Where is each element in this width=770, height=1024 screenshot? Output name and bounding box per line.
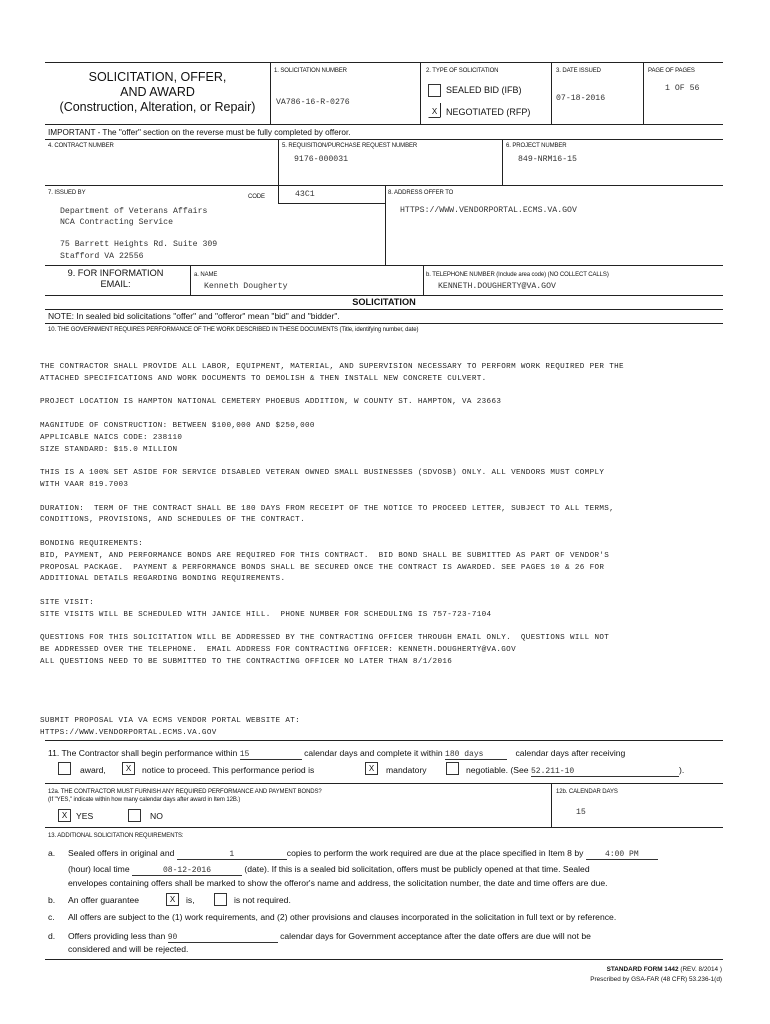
requisition-label: 5. REQUISITION/PURCHASE REQUEST NUMBER: [282, 143, 418, 149]
negotiable-checkbox[interactable]: [446, 762, 459, 775]
date-issued-label: 3. DATE ISSUED: [556, 68, 601, 74]
guarantee-not-label: is not required.: [234, 895, 291, 905]
divider: [551, 783, 552, 827]
item-11-text: 11. The Contractor shall begin performance within: [48, 748, 238, 758]
calendar-days-value: 15: [576, 808, 586, 817]
divider: [420, 62, 421, 124]
divider: [502, 139, 503, 185]
item-13b-letter: b.: [48, 895, 56, 905]
solicitation-number-label: 1. SOLICITATION NUMBER: [274, 68, 347, 74]
item-13a-letter: a.: [48, 848, 56, 858]
address-line: NCA Contracting Service: [60, 218, 174, 228]
rule: [45, 323, 723, 324]
divider: [278, 139, 279, 185]
bonds-yes-label: YES: [76, 811, 94, 821]
rule: [45, 124, 723, 125]
item-13d-text: Offers providing less than: [68, 931, 166, 941]
item-13-label: 13. ADDITIONAL SOLICITATION REQUIREMENTS:: [48, 833, 184, 839]
form-number: [607, 966, 722, 973]
rule: [45, 309, 723, 310]
item-13a-line3: envelopes containing offers shall be marked to show the offeror's name and address, the solicitation number, the date and time offers are due.: [68, 878, 608, 888]
issued-by-address: [60, 206, 217, 262]
divider: [270, 62, 271, 124]
address-line: Stafford VA 22556: [60, 251, 144, 261]
requisition-number: 9176-000031: [294, 155, 349, 164]
rule: [45, 827, 723, 828]
divider: [643, 62, 644, 124]
form-bottom-border: [45, 959, 723, 960]
copies-field[interactable]: 1: [177, 850, 287, 860]
work-description: THE CONTRACTOR SHALL PROVIDE ALL LABOR, EQUIPMENT, MATERIAL, AND SUPERVISION NECESSARY TO PERFORM WORK REQUIRED PER THE ATTACHED SPECIFICATIONS AND WORK DOCUMENTS TO DEMOLISH & THEN INSTALL NEW CONCRETE CULVERT. PROJECT LOCATION IS HAMPTON NATIONAL CEMETERY PHOEBUS ADDITION, W COUNTY ST. HAMPTON, VA 23663 MAGNITUDE OF CONSTRUCTION: BETWEEN $100,000 AND $250,000 APPLICABLE NAICS CODE: 238110 SIZE STANDARD: $15.0 MILLION THIS IS A 100% SET ASIDE FOR SERVICE DISABLED VETERAN OWNED SMALL BUSINESSES (SDVOSB) ONLY. ALL VENDORS MUST COMPLY WITH VAAR 819.7003 DURATION: TERM OF THE CONTRACT SHALL BE 180 DAYS FROM RECEIPT OF THE NOTICE TO PROCEED LETTER, SUBJECT TO ALL TERMS, CONDITIONS, PROVISIONS, AND SCHEDULES OF THE CONTRACT. BONDING REQUIREMENTS: BID, PAYMENT, AND PERFORMANCE BONDS ARE REQUIRED FOR THIS CONTRACT. BID BOND SHALL BE SUBMITTED AS PART OF VENDOR'S PROPOSAL PACKAGE. PAYMENT & PERFORMANCE BONDS SHALL BE SECURED ONCE THE CONTRACT IS AWARDED. SEE PAGES 10 & 26 FOR ADDITIONAL DETAILS REGARDING BONDING REQUIREMENTS. SITE VISIT: SITE VISITS WILL BE SCHEDULED WITH JANICE HILL. PHONE NUMBER FOR SCHEDULING IS 757-723-7104 QUESTIONS FOR THIS SOLICITATION WILL BE ADDRESSED BY THE CONTRACTING OFFICER THROUGH EMAIL ONLY. QUESTIONS WILL NOT BE ADDRESSED OVER THE TELEPHONE. EMAIL ADDRESS FOR CONTRACTING OFFICER: KENNETH.DOUGHERTY@VA.GOV ALL QUESTIONS NEED TO BE SUBMITTED TO THE CONTRACTING OFFICER NO LATER THAN 8/1/2016 SUBMIT PROPOSAL VIA VA ECMS VENDOR PORTAL WEBSITE AT: HTTPS://WWW.VENDORPORTAL.ECMS.VA.GOV: [40, 363, 624, 737]
solicitation-number: VA786-16-R-0276: [276, 98, 350, 107]
rule: [278, 203, 385, 204]
rule: [45, 783, 723, 784]
sealed-bid-label: SEALED BID (IFB): [446, 85, 522, 95]
negotiated-checkbox[interactable]: X: [428, 105, 441, 118]
acceptance-days-field[interactable]: 90: [168, 933, 278, 943]
bonds-no-label: NO: [150, 811, 163, 821]
page-of-pages: 1 OF 56: [665, 84, 700, 93]
address-line: 75 Barrett Heights Rd. Suite 309: [60, 240, 218, 250]
code-label: CODE: [248, 194, 265, 200]
item-13c-letter: c.: [48, 912, 55, 922]
sealed-bid-checkbox[interactable]: [428, 84, 441, 97]
date-issued: 07-18-2016: [556, 94, 606, 103]
phone-label: b. TELEPHONE NUMBER (Include area code) (NO COLLECT CALLS): [426, 272, 609, 278]
address-line: Department of Veterans Affairs: [60, 207, 208, 216]
for-information-label: [48, 268, 183, 290]
project-number: 849-NRM16-15: [518, 155, 577, 164]
bonds-yes-checkbox[interactable]: X: [58, 809, 71, 822]
item-13d-line1: [68, 931, 591, 943]
form-number-bold: STANDARD FORM 1442: [606, 966, 679, 973]
negotiated-label: NEGOTIATED (RFP): [446, 107, 531, 117]
title-line: AND AWARD: [120, 85, 195, 99]
contact-email: KENNETH.DOUGHERTY@VA.GOV: [438, 282, 556, 291]
item-10-label: 10. THE GOVERNMENT REQUIRES PERFORMANCE OF THE WORK DESCRIBED IN THESE DOCUMENTS (Title, identifying number, date): [48, 327, 419, 333]
guarantee-is-checkbox[interactable]: X: [166, 893, 179, 906]
rule: [45, 295, 723, 296]
award-label: award,: [80, 765, 106, 775]
item-13c-text: All offers are subject to the (1) work requirements, and (2) other provisions and clauses incorporated in the solicitation in full text or by reference.: [68, 912, 617, 922]
guarantee-not-checkbox[interactable]: [214, 893, 227, 906]
item-13d-line2: considered and will be rejected.: [68, 944, 189, 954]
page-of-pages-label: PAGE OF PAGES: [648, 68, 695, 74]
notice-to-proceed-checkbox[interactable]: X: [122, 762, 135, 775]
divider: [385, 185, 386, 265]
type-of-solicitation-label: 2. TYPE OF SOLICITATION: [426, 68, 499, 74]
item-12a-sub: (If "YES," indicate within how many calendar days after award in Item 12B.): [48, 797, 241, 803]
mandatory-checkbox[interactable]: X: [365, 762, 378, 775]
prescribed-by: Prescribed by GSA-FAR (48 CFR) 53.236-1(d): [590, 976, 722, 983]
sealed-bid-note: NOTE: In sealed bid solicitations "offer" and "offeror" mean "bid" and "bidder".: [48, 311, 340, 321]
title-line: SOLICITATION, OFFER,: [88, 70, 227, 84]
solicitation-heading: SOLICITATION: [352, 297, 416, 307]
form-revision: (REV. 8/2014 ): [680, 966, 722, 973]
notice-to-proceed-label: notice to proceed. This performance period is: [142, 765, 315, 775]
item-11-line1: [48, 748, 625, 760]
rule: [45, 139, 723, 140]
issued-by-label: 7. ISSUED BY: [48, 190, 86, 196]
info-label-line: 9. FOR INFORMATION: [67, 268, 164, 278]
item-13a-text: Sealed offers in original and: [68, 848, 175, 858]
rule: [45, 265, 723, 266]
item-13a-line1: [68, 848, 658, 860]
guarantee-is-label: is,: [186, 895, 195, 905]
divider: [551, 62, 552, 124]
item-11-text: calendar days after receiving: [515, 748, 626, 758]
contract-number-label: 4. CONTRACT NUMBER: [48, 143, 114, 149]
address-offer-label: 8. ADDRESS OFFER TO: [388, 190, 454, 196]
important-note: IMPORTANT - The "offer" section on the reverse must be fully completed by offeror.: [48, 128, 351, 137]
divider: [278, 185, 279, 203]
form-title: [45, 70, 270, 115]
name-label: a. NAME: [194, 272, 218, 278]
mandatory-label: mandatory: [386, 765, 427, 775]
rule: [45, 740, 723, 741]
item-13a-text: (date). If this is a sealed bid solicitation, offers must be publicly opened at that time. Sealed: [244, 864, 590, 874]
negotiable-line: [466, 765, 684, 777]
item-13d-text: calendar days for Government acceptance after the date offers are due will not be: [280, 931, 591, 941]
see-clause-field[interactable]: 52.211-10: [531, 767, 679, 777]
item-12a-label: 12a. THE CONTRACTOR MUST FURNISH ANY REQUIRED PERFORMANCE AND PAYMENT BONDS?: [48, 789, 322, 795]
begin-days-field[interactable]: 15: [240, 750, 302, 760]
negotiable-label: negotiable. (See: [466, 765, 529, 775]
bonds-no-checkbox[interactable]: [128, 809, 141, 822]
item-13a-text: copies to perform the work required are due at the place specified in Item 8 by: [286, 848, 584, 858]
item-11-end: ).: [678, 765, 685, 775]
award-checkbox[interactable]: [58, 762, 71, 775]
info-label-line: EMAIL:: [100, 279, 131, 289]
item-11-text: calendar days and complete it within: [304, 748, 443, 758]
calendar-days-label: 12b. CALENDAR DAYS: [556, 789, 618, 795]
divider: [190, 265, 191, 295]
address-offer-url: HTTPS://WWW.VENDORPORTAL.ECMS.VA.GOV: [400, 206, 577, 215]
rule: [45, 185, 723, 186]
issuer-code: 43C1: [295, 190, 315, 199]
complete-days-field[interactable]: 180 days: [445, 750, 507, 760]
contact-name: Kenneth Dougherty: [204, 282, 288, 291]
due-time-field[interactable]: 4:00 PM: [586, 850, 658, 860]
due-date-field[interactable]: 08-12-2016: [132, 866, 242, 876]
title-line: (Construction, Alteration, or Repair): [59, 100, 256, 114]
address-spacer: [60, 228, 217, 239]
item-13d-letter: d.: [48, 931, 56, 941]
item-13a-text: (hour) local time: [68, 864, 130, 874]
divider: [423, 265, 424, 295]
checkbox-edge: [440, 103, 441, 117]
form-top-border: [45, 62, 723, 63]
item-13a-line2: [68, 864, 590, 876]
project-number-label: 6. PROJECT NUMBER: [506, 143, 567, 149]
offer-guarantee-label: An offer guarantee: [68, 895, 140, 905]
